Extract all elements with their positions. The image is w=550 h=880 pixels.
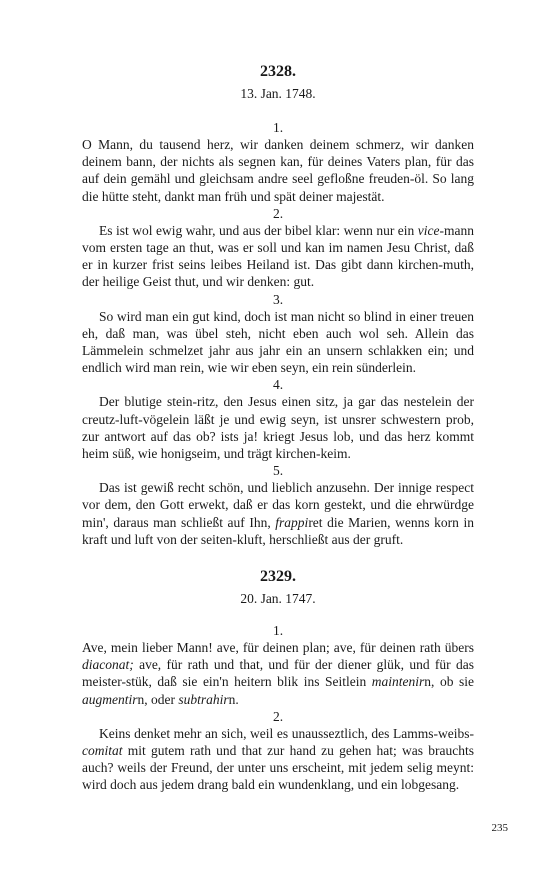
hymn-number: 2328. bbox=[260, 63, 296, 80]
stanza-number: 1. bbox=[272, 623, 284, 638]
stanza-number: 2. bbox=[272, 708, 284, 724]
hymn-number: 2329. bbox=[260, 568, 296, 585]
stanza-text: Es ist wol ewig wahr, und aus der bibel klar: wenn nur ein vice-mann vom ersten tage an thut, was er soll und kan im namen Jesu Christ, daß er in kurzer frist seins leibes Heiland ist. Das gibt dann kirchen-muth, der heilige Geist thut, und wir denken: gut. bbox=[82, 222, 474, 290]
stanza-text: O Mann, du tausend herz, wir danken deinem schmerz, wir danken deinem bann, der nichts als segnen kan, für deines Vaters plan, für das auf dein gemähl und gleichsam andre seel gefloßne freuden-öl. So lang die hütte steht, dankt man früh und spät deiner majestät. bbox=[82, 137, 474, 204]
stanza-number: 5. bbox=[272, 463, 284, 479]
hymn-date: 13. Jan. 1748. bbox=[240, 86, 316, 101]
hymn-body bbox=[82, 119, 474, 548]
stanza-text: So wird man ein gut kind, doch ist man nicht so blind in einer treuen eh, daß man, was übel steh, nicht eben auch wol seh. Allein das Lämmelein schmelzet jahr aus jahr ein an unsern schlakken ein; und endlich wird man rein, wie wir eben seyn, ein rein sünderlein. bbox=[82, 308, 474, 376]
stanza-text: Ave, mein lieber Mann! ave, für deinen plan; ave, für deinen rath übers diaconat; ave, für rath und that, und für der diener glük, und für das meister-stük, daß sie ein'n heitern blik ins Seitlein maintenirn, ob sie augmentirn, oder subtrahirn. bbox=[82, 640, 474, 707]
page-number: 235 bbox=[491, 822, 508, 834]
stanza-number: 3. bbox=[272, 291, 284, 307]
stanza-number: 2. bbox=[272, 205, 284, 221]
hymn-body bbox=[82, 622, 474, 794]
stanza-text: Keins denket mehr an sich, weil es unausseztlich, des Lamms-weibs-comitat mit gutem rath und that zur hand zu gehen hat; was brauchts auch? weils der Freund, der unter uns erscheint, mit jedem selig meynt: wird doch aus jedem drang bald ein wundenklang, und ein lobgesang. bbox=[82, 725, 474, 793]
stanza-number: 1. bbox=[272, 120, 284, 135]
stanza-text: Der blutige stein-ritz, den Jesus einen sitz, ja gar das nestelein der creutz-luft-vögelein läßt je und ewig seyn, ist unsrer schwestern prob, zur antwort auf das ob? ists ja! kriegt Jesus lob, und das herz kommt heim süß, wie honigseim, und trägt kirchen-keim. bbox=[82, 394, 474, 462]
stanza-number: 4. bbox=[272, 377, 284, 393]
hymn-date: 20. Jan. 1747. bbox=[240, 591, 316, 606]
stanza-text: Das ist gewiß recht schön, und lieblich anzusehn. Der innige respect vor dem, den Gott erwekt, daß er das korn gestekt, und die ehrwürdge min', daraus man schließt auf Ihn, frappiret die Marien, wenns korn in kraft und luft von der seiten-kluft, herschließt aus der gruft. bbox=[82, 480, 474, 547]
